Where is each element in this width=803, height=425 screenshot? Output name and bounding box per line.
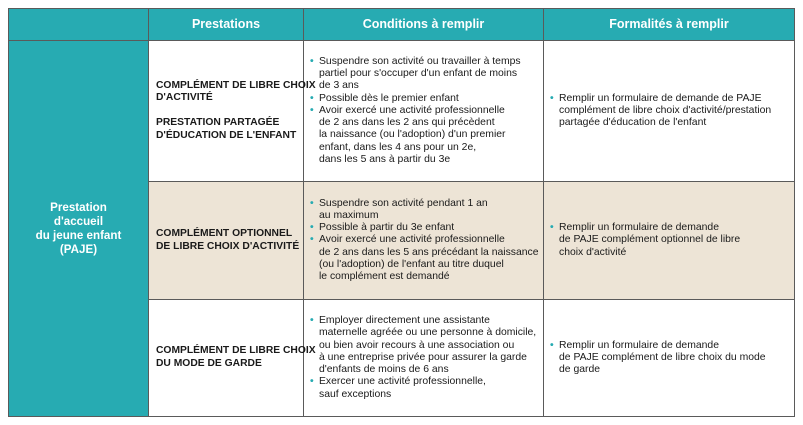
prestation-line: COMPLÉMENT DE LIBRE CHOIX (156, 345, 316, 357)
prestation-line: PRESTATION PARTAGÉE (156, 117, 280, 128)
prestation-line: DU MODE DE GARDE (156, 358, 262, 369)
formalite-line: choix d'activité (559, 246, 627, 258)
bullet-icon: • (310, 56, 314, 68)
formalite-line: Remplir un formulaire de demande (559, 339, 719, 351)
bullet-icon: • (550, 339, 554, 351)
list-item (310, 376, 537, 400)
formalites-list (550, 222, 788, 259)
formalite-line: de PAJE complément optionnel de libre (559, 234, 741, 246)
conditions-cell (304, 182, 544, 300)
paje-table (8, 8, 795, 417)
bullet-icon: • (310, 104, 314, 116)
bullet-icon: • (310, 222, 314, 234)
condition-line: enfant, dans les 4 ans pour un 2e, (319, 141, 477, 153)
condition-line: le complément est demandé (319, 271, 450, 282)
bullet-icon: • (310, 376, 314, 388)
condition-line: de 2 ans dans les 2 ans qui précèdent (319, 117, 495, 129)
prestation-cell (149, 300, 316, 417)
conditions-cell (304, 41, 544, 182)
prestation-line: D'ÉDUCATION DE L'ENFANT (156, 129, 297, 141)
header-conditions: Conditions à remplir (304, 9, 544, 41)
formalites-list (550, 93, 788, 130)
conditions-cell (304, 300, 544, 417)
condition-line: ou bien avoir recours à une association ou (319, 339, 515, 351)
prestation-line: COMPLÉMENT OPTIONNEL (156, 227, 293, 239)
group-label-line: du jeune enfant (35, 228, 122, 242)
header-corner-cell (9, 9, 149, 41)
list-item (310, 56, 537, 93)
list-item (310, 315, 537, 376)
prestation-cell (149, 41, 316, 182)
condition-line: la naissance (ou l'adoption) d'un premier (319, 129, 506, 141)
condition-line: partiel pour s'occuper d'un enfant de moins (319, 68, 518, 80)
formalite-line: Remplir un formulaire de demande de PAJE (559, 92, 762, 104)
formalite-line: de PAJE complément de libre choix du mode (559, 351, 766, 363)
formalite-line: complément de libre choix d'activité/prestation (559, 104, 772, 116)
list-item (310, 105, 537, 166)
conditions-list (310, 56, 537, 166)
table-header-row (9, 9, 795, 41)
prestation-name (156, 227, 300, 253)
formalites-cell (544, 300, 795, 417)
formalite-line: de garde (559, 364, 601, 376)
conditions-list (310, 198, 537, 283)
condition-line: Avoir exercé une activité professionnelle (319, 234, 505, 246)
condition-line: Possible dès le premier enfant (319, 92, 459, 104)
prestation-line: COMPLÉMENT DE LIBRE CHOIX (156, 79, 316, 91)
prestation-name (156, 79, 316, 105)
list-item (550, 340, 788, 377)
list-item (310, 234, 537, 283)
list-item (310, 93, 537, 105)
condition-line: d'enfants de moins de 6 ans (319, 364, 449, 376)
condition-line: sauf exceptions (319, 388, 392, 400)
table-row (9, 41, 795, 182)
prestation-line: D'ACTIVITÉ (156, 92, 213, 104)
formalites-list (550, 340, 788, 377)
list-item (550, 222, 788, 259)
group-label-line: (PAJE) (59, 242, 98, 256)
formalites-cell (544, 41, 795, 182)
condition-line: de 2 ans dans les 5 ans précédant la naissance (319, 246, 539, 258)
bullet-icon: • (310, 315, 314, 327)
prestation-line: DE LIBRE CHOIX D'ACTIVITÉ (156, 240, 300, 252)
condition-line: à une entreprise privée pour assurer la garde (319, 351, 527, 363)
bullet-icon: • (310, 197, 314, 209)
condition-line: maternelle agréée ou une personne à domicile, (319, 327, 537, 339)
condition-line: Suspendre son activité pendant 1 an (319, 197, 488, 209)
formalite-line: Remplir un formulaire de demande (559, 222, 719, 234)
prestation-name (156, 345, 316, 370)
condition-line: Avoir exercé une activité professionnelle (319, 104, 505, 116)
condition-line: au maximum (319, 209, 379, 221)
bullet-icon: • (310, 234, 314, 246)
list-item (310, 222, 537, 234)
prestation-name (156, 117, 297, 142)
condition-line: de 3 ans (319, 80, 359, 92)
formalite-line: partagée d'éducation de l'enfant (559, 117, 707, 129)
condition-line: Exercer une activité professionnelle, (319, 376, 486, 388)
condition-line: (ou l'adoption) de l'enfant au titre duquel (319, 258, 504, 270)
group-label-line: d'accueil (53, 214, 104, 228)
conditions-list (310, 315, 537, 400)
list-item (310, 198, 537, 222)
bullet-icon: • (310, 92, 314, 104)
bullet-icon: • (550, 222, 554, 234)
formalites-cell (544, 182, 795, 300)
condition-line: Possible à partir du 3e enfant (319, 222, 455, 234)
header-formalites: Formalités à remplir (544, 9, 795, 41)
header-prestations: Prestations (149, 9, 304, 41)
prestation-cell (149, 182, 304, 300)
list-item (550, 93, 788, 130)
group-label-cell (9, 41, 149, 417)
condition-line: Suspendre son activité ou travailler à temps (319, 56, 521, 68)
group-label-line: Prestation (50, 200, 107, 214)
condition-line: Employer directement une assistante (319, 315, 490, 327)
condition-line: dans les 5 ans à partir du 3e (319, 153, 451, 165)
bullet-icon: • (550, 92, 554, 104)
